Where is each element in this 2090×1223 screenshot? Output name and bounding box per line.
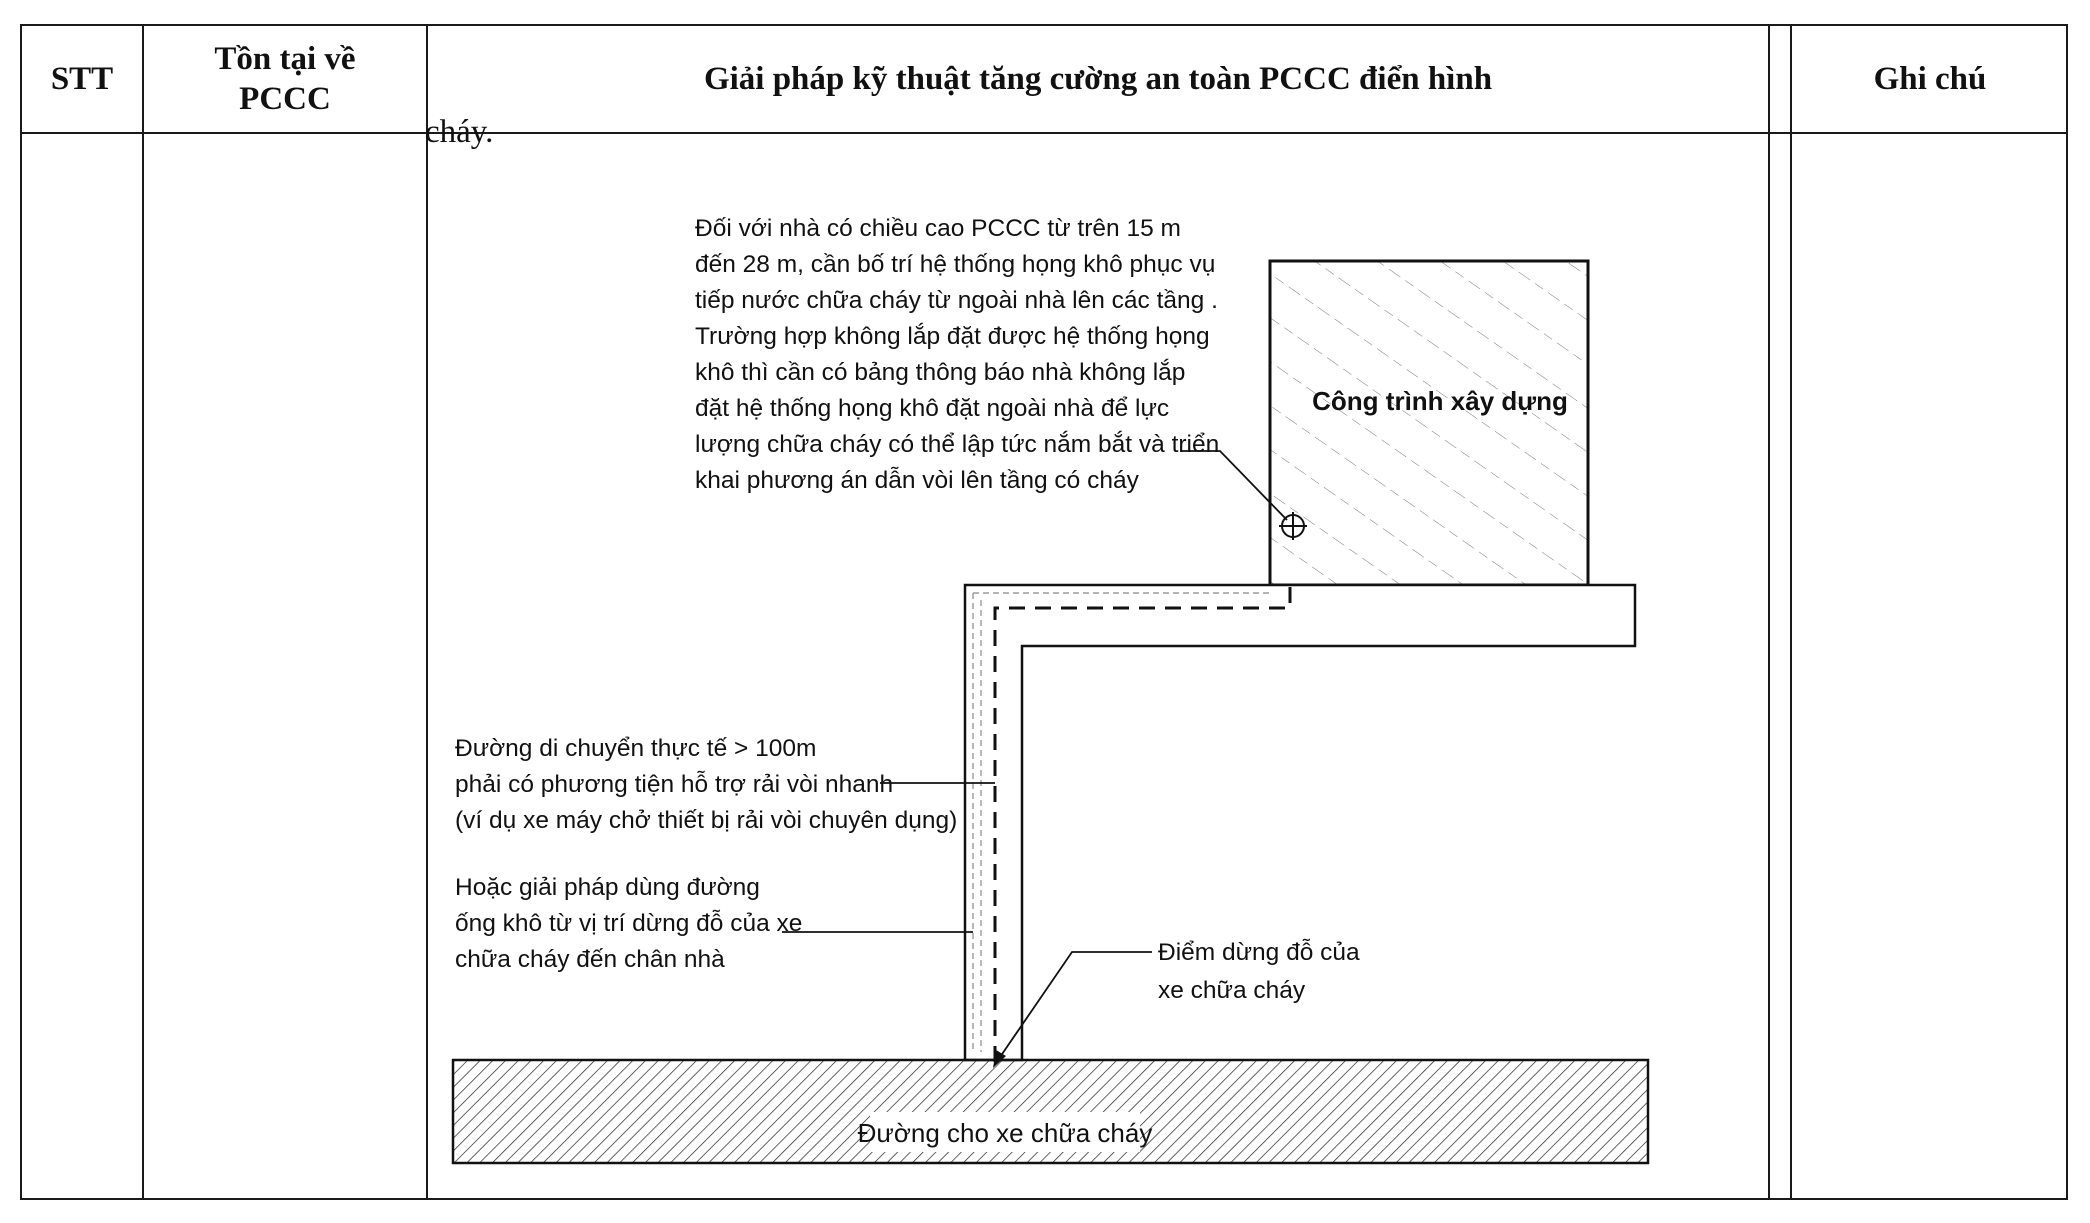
- note-dry-riser-line: khô thì cần có bảng thông báo nhà không lắp: [695, 359, 1186, 386]
- continuation-text: cháy.: [425, 114, 494, 150]
- note-dry-riser-line: Trường hợp không lắp đặt được hệ thống họng: [695, 323, 1210, 350]
- note-dry-pipe-line: chữa cháy đến chân nhà: [455, 946, 725, 973]
- road-label: Đường cho xe chữa cháy: [857, 1118, 1153, 1148]
- header-ton-tai-line2: PCCC: [239, 81, 331, 117]
- note-dry-pipe-line: ống khô từ vị trí dừng đỗ của xe: [455, 910, 803, 937]
- note-dry-riser-line: tiếp nước chữa cháy từ ngoài nhà lên các tầng .: [695, 287, 1218, 314]
- note-dry-pipe: [455, 874, 802, 973]
- note-dry-riser-line: đặt hệ thống họng khô đặt ngoài nhà để lực: [695, 395, 1170, 422]
- building-label: Công trình xây dựng: [1312, 386, 1568, 416]
- note-dry-riser-line: Đối với nhà có chiều cao PCCC từ trên 15 m: [695, 215, 1181, 242]
- note-dry-riser-line: đến 28 m, cần bố trí hệ thống họng khô phục vụ: [695, 251, 1216, 278]
- note-parking-point: [1158, 939, 1360, 1004]
- note-travel-line: (ví dụ xe máy chở thiết bị rải vòi chuyên dụng): [455, 807, 958, 834]
- note-dry-riser-line: lượng chữa cháy có thể lập tức nắm bắt và triển: [695, 431, 1220, 458]
- note-travel-distance: [455, 735, 957, 834]
- note-dry-pipe-line: Hoặc giải pháp dùng đường: [455, 874, 760, 901]
- note-parking-line: xe chữa cháy: [1158, 977, 1306, 1004]
- note-travel-line: Đường di chuyển thực tế > 100m: [455, 735, 817, 762]
- header-giai-phap: Giải pháp kỹ thuật tăng cường an toàn PCCC điển hình: [703, 61, 1493, 97]
- header-ton-tai-line1: Tồn tại về: [214, 41, 356, 77]
- note-parking-line: Điểm dừng đỗ của: [1158, 939, 1360, 966]
- note-dry-riser: [695, 215, 1219, 494]
- note-dry-riser-line: khai phương án dẫn vòi lên tầng có cháy: [695, 467, 1139, 494]
- building-block: [1270, 261, 1588, 585]
- note-travel-line: phải có phương tiện hỗ trợ rải vòi nhanh: [455, 771, 894, 798]
- header-ghi-chu: Ghi chú: [1873, 61, 1987, 97]
- header-stt: STT: [50, 61, 114, 97]
